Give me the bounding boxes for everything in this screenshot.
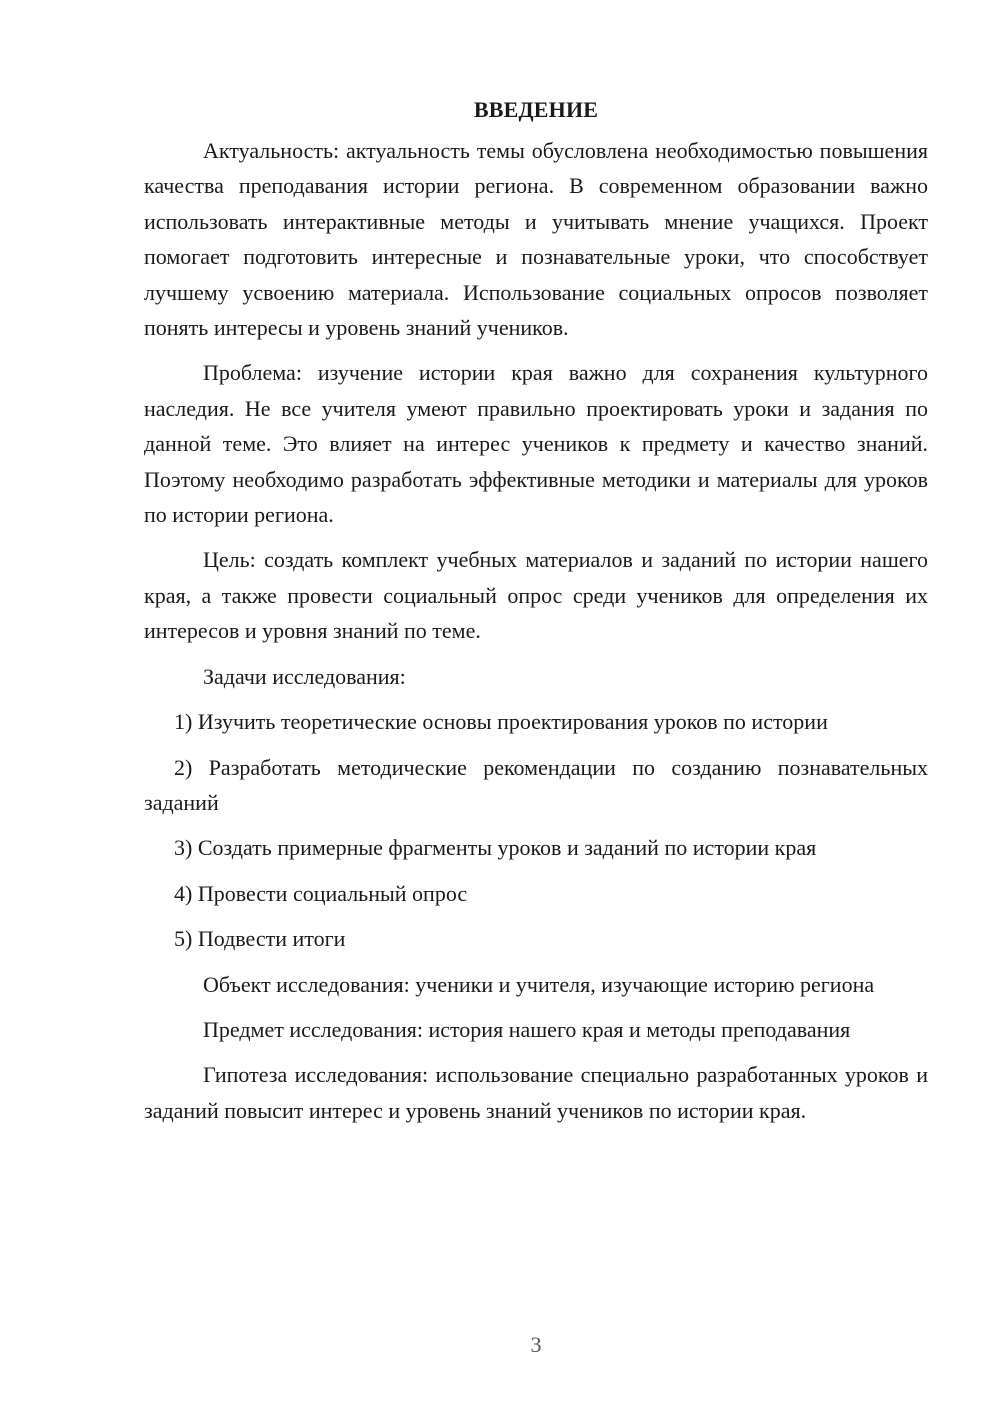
paragraph-object: Объект исследования: ученики и учителя, изучающие историю региона [203, 971, 875, 997]
task-item-4: 4) Провести социальный опрос [174, 880, 468, 906]
paragraph-problem: Проблема: изучение истории края важно для сохранения культурного наследия. Не все учителя умеют правильно проектировать уроки и задания по данной теме. Это влияет на интерес учеников к предмету и качество знаний. Поэтому необходимо разработать эффективные методики и материалы для уроков по истории региона. [144, 360, 928, 528]
page-number: 3 [530, 1332, 542, 1357]
section-heading: ВВЕДЕНИЕ [473, 97, 599, 122]
task-item-3: 3) Создать примерные фрагменты уроков и заданий по истории края [174, 835, 817, 861]
task-item-1: 1) Изучить теоретические основы проектирования уроков по истории [174, 709, 828, 735]
paragraph-subject: Предмет исследования: история нашего края и методы преподавания [203, 1016, 851, 1042]
document-page [144, 92, 928, 1138]
paragraph-relevance: Актуальность: актуальность темы обусловлена необходимостью повышения качества преподавания истории региона. В современном образовании важно использовать интерактивные методы и учитывать мнение учащихся. Проект помогает подготовить интересные и познавательные уроки, что способствует лучшему усвоению материала. Использование социальных опросов позволяет понять интересы и уровень знаний учеников. [144, 138, 928, 341]
paragraph-tasks-heading: Задачи исследования: [203, 663, 406, 689]
task-item-5: 5) Подвести итоги [174, 926, 346, 952]
paragraph-hypothesis: Гипотеза исследования: использование специально разработанных уроков и заданий повысит интерес и уровень знаний учеников по истории края. [144, 1062, 928, 1123]
paragraph-goal: Цель: создать комплект учебных материалов и заданий по истории нашего края, а также провести социальный опрос среди учеников для определения их интересов и уровня знаний по теме. [144, 547, 928, 644]
task-item-2: 2) Разработать методические рекомендации по созданию познавательных заданий [144, 754, 928, 815]
